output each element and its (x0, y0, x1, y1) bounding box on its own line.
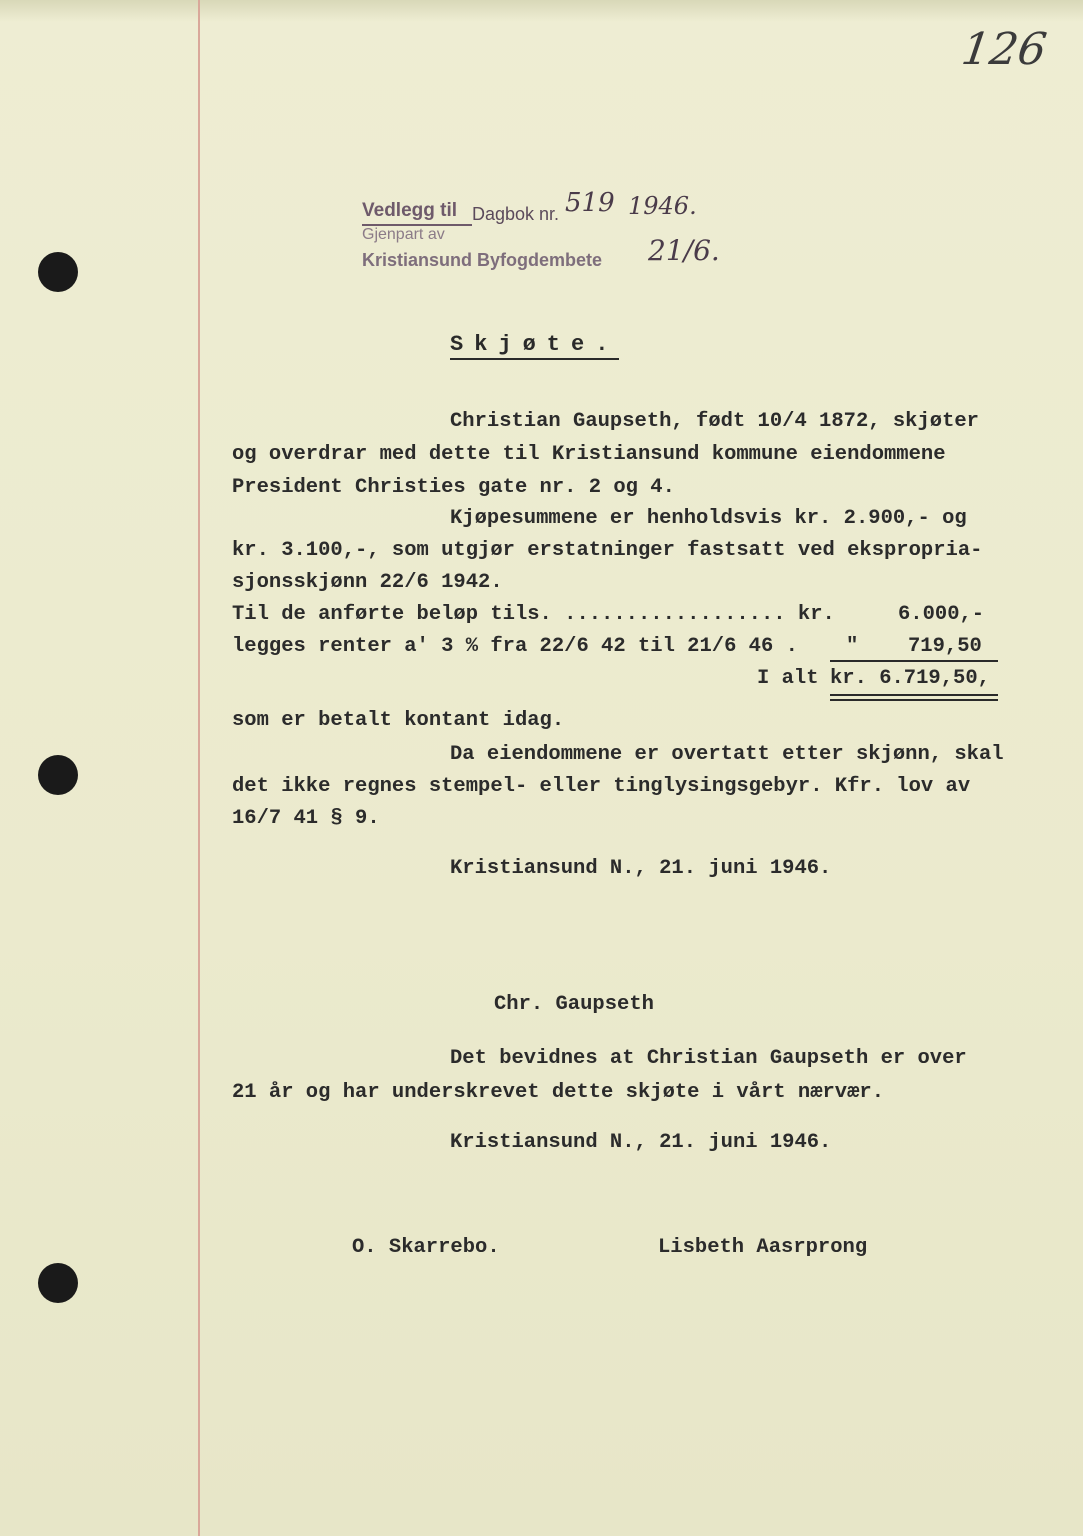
body-line: President Christies gate nr. 2 og 4. (232, 476, 675, 499)
witness-line: 21 år og har underskrevet dette skjøte i vårt nærvær. (232, 1081, 885, 1104)
calc-line-amount: 719,50 (908, 635, 982, 658)
body-line: Da eiendommene er overtatt etter skjønn, skal (450, 743, 1004, 766)
place-date: Kristiansund N., 21. juni 1946. (450, 857, 832, 880)
stamp-office: Kristiansund Byfogdembete (362, 250, 603, 270)
punch-hole-top (38, 252, 78, 292)
stamp-dagbok: Dagbok nr. (472, 204, 560, 224)
total-label: I alt (757, 667, 819, 690)
body-line: som er betalt kontant idag. (232, 709, 565, 732)
place-date: Kristiansund N., 21. juni 1946. (450, 1131, 832, 1154)
handwritten-year: 1946. (628, 192, 697, 220)
total-underline-2 (830, 699, 998, 701)
body-line: Christian Gaupseth, født 10/4 1872, skjøter (450, 410, 979, 433)
body-line: kr. 3.100,-, som utgjør erstatninger fastsatt ved ekspropria- (232, 539, 983, 562)
calc-ditto-mark: " (846, 635, 859, 658)
signature-seller: Chr. Gaupseth (494, 993, 654, 1016)
witness-signature-1: O. Skarrebo. (352, 1236, 500, 1259)
margin-line (198, 0, 200, 1536)
calc-line-text: legges renter a' 3 % fra 22/6 42 til 21/6 46 . (232, 635, 798, 658)
stamp-gjenpart: Gjenpart av (362, 226, 445, 243)
body-line: Kjøpesummene er henholdsvis kr. 2.900,- og (450, 507, 967, 530)
punch-hole-middle (38, 755, 78, 795)
document-title: Skjøte. (450, 332, 619, 360)
punch-hole-bottom (38, 1263, 78, 1303)
page-number: 126 (958, 24, 1050, 75)
stamp-vedlegg: Vedlegg til (362, 200, 458, 221)
handwritten-dagbok-number: 519 (565, 188, 615, 218)
body-line: sjonsskjønn 22/6 1942. (232, 571, 503, 594)
calc-line-text: Til de anførte beløp tils. .................. kr. (232, 603, 835, 626)
witness-line: Det bevidnes at Christian Gaupseth er over (450, 1047, 967, 1070)
witness-signature-2: Lisbeth Aasrprong (658, 1236, 868, 1259)
page-top-edge (0, 0, 1083, 22)
body-line: 16/7 41 § 9. (232, 807, 380, 830)
total-underline-1 (830, 694, 998, 696)
body-line: og overdrar med dette til Kristiansund kommune eiendommene (232, 443, 946, 466)
calc-line-amount: 6.000,- (898, 603, 985, 626)
sum-underline (830, 660, 998, 662)
total-amount: kr. 6.719,50, (830, 667, 990, 690)
handwritten-date: 21/6. (648, 234, 720, 267)
body-line: det ikke regnes stempel- eller tinglysingsgebyr. Kfr. lov av (232, 775, 971, 798)
